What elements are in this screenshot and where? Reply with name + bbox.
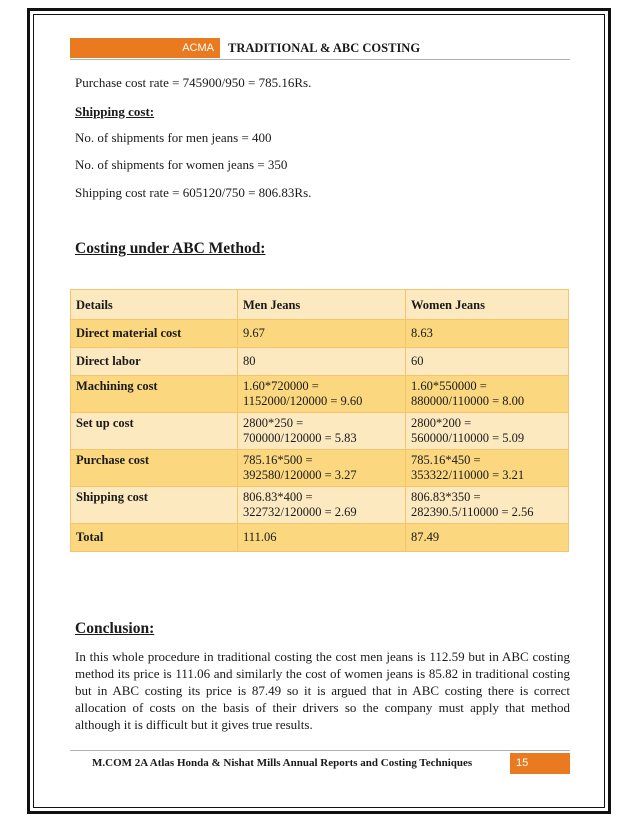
men-result: 392580/120000 = 3.27 (243, 468, 357, 482)
page-number: 15 (510, 753, 570, 774)
abc-costing-table (70, 289, 569, 552)
table-row (71, 487, 569, 524)
men-shipments-line: No. of shipments for men jeans = 400 (75, 130, 272, 145)
men-value: 80 (238, 348, 406, 376)
women-value (406, 413, 569, 450)
row-label: Machining cost (71, 376, 238, 413)
women-value: 60 (406, 348, 569, 376)
men-value: 111.06 (238, 524, 406, 552)
row-label: Direct labor (71, 348, 238, 376)
women-result: 880000/110000 = 8.00 (411, 394, 525, 408)
table-header-row (71, 290, 569, 320)
page-header (70, 38, 570, 60)
women-result: 282390.5/110000 = 2.56 (411, 505, 534, 519)
men-result: 700000/120000 = 5.83 (243, 431, 357, 445)
header-tab: ACMA (70, 38, 220, 58)
row-label: Set up cost (71, 413, 238, 450)
header-cell-women: Women Jeans (406, 290, 569, 320)
women-value (406, 487, 569, 524)
shipping-heading: Shipping cost: (75, 104, 155, 119)
men-formula: 1.60*720000 = (243, 379, 319, 393)
men-value (238, 450, 406, 487)
women-formula: 785.16*450 = (411, 453, 481, 467)
conclusion-text: In this whole procedure in traditional costing the cost men jeans is 112.59 but in ABC costing method its price is 111.06 and similarly the cost of women jeans is 85.82 in traditional costing but in ABC costing its price is 87.49 so it is argued that in ABC costing there is correct allocation of costs on the basis of their drivers so the company must apply that method although it is difficult but it gives true results. (75, 649, 570, 732)
women-shipments-line: No. of shipments for women jeans = 350 (75, 157, 288, 172)
row-label: Total (71, 524, 238, 552)
men-result: 1152000/120000 = 9.60 (243, 394, 363, 408)
conclusion-heading: Conclusion: (75, 620, 155, 637)
men-result: 322732/120000 = 2.69 (243, 505, 357, 519)
women-formula: 1.60*550000 = (411, 379, 487, 393)
shipping-rate-line: Shipping cost rate = 605120/750 = 806.83Rs. (75, 185, 312, 200)
men-formula: 2800*250 = (243, 416, 304, 430)
men-value (238, 376, 406, 413)
table-row-total (71, 524, 569, 552)
men-value: 9.67 (238, 320, 406, 348)
women-value (406, 450, 569, 487)
table-row (71, 320, 569, 348)
table-row (71, 376, 569, 413)
women-formula: 806.83*350 = (411, 490, 481, 504)
table-row (71, 413, 569, 450)
men-formula: 785.16*500 = (243, 453, 313, 467)
header-cell-details: Details (71, 290, 238, 320)
footer-text: M.COM 2A Atlas Honda & Nishat Mills Annual Reports and Costing Techniques (92, 757, 473, 769)
women-value: 8.63 (406, 320, 569, 348)
women-value: 87.49 (406, 524, 569, 552)
footer-rule (70, 750, 570, 751)
women-result: 560000/110000 = 5.09 (411, 431, 525, 445)
men-value (238, 487, 406, 524)
row-label: Direct material cost (71, 320, 238, 348)
row-label: Shipping cost (71, 487, 238, 524)
men-value (238, 413, 406, 450)
header-cell-men: Men Jeans (238, 290, 406, 320)
women-formula: 2800*200 = (411, 416, 472, 430)
row-label: Purchase cost (71, 450, 238, 487)
purchase-rate-line: Purchase cost rate = 745900/950 = 785.16Rs. (75, 75, 312, 90)
header-title: TRADITIONAL & ABC COSTING (228, 41, 421, 55)
section-title: Costing under ABC Method: (75, 240, 266, 257)
women-result: 353322/110000 = 3.21 (411, 468, 525, 482)
women-value (406, 376, 569, 413)
header-rule (70, 59, 570, 60)
men-formula: 806.83*400 = (243, 490, 313, 504)
table-row (71, 348, 569, 376)
table-row (71, 450, 569, 487)
